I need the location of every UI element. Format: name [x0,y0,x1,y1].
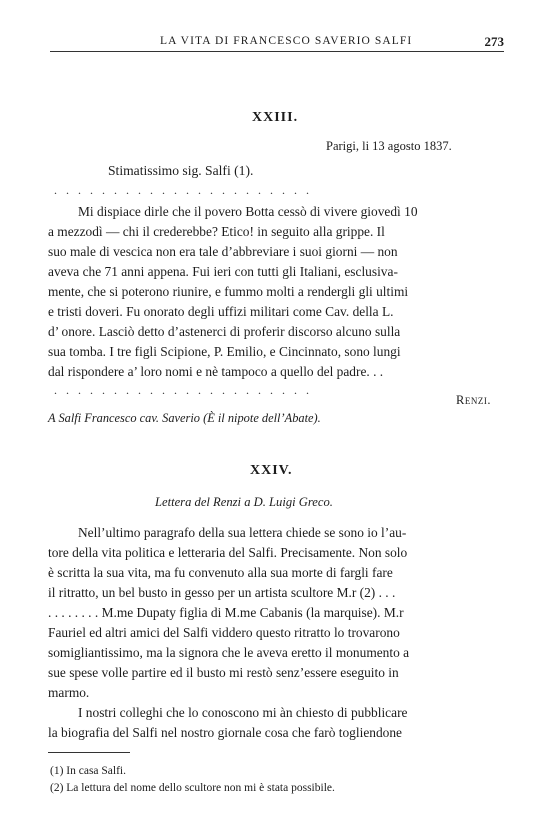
letter-xxiv-line-2: tore della vita politica e letteraria del Salfi. Precisamente. Non solo [48,545,408,560]
letter-xxiv-number: XXIV. [250,463,293,478]
letter-xxiii-line-7: d’ onore. Lasciò detto d’astenerci di proferir discorso alcuno sulla [48,324,401,339]
letter-xxiii-line-6: e tristi doveri. Fu onorato degli uffizi militari come Cav. della L. [48,304,394,319]
letter-xxiv-line-1: Nell’ultimo paragrafo della sua lettera chiede se sono io l’au- [78,525,407,540]
running-header-title: LA VITA DI FRANCESCO SAVERIO SALFI [160,35,413,47]
letter-xxiii-salutation: Stimatissimo sig. Salfi (1). [108,163,254,178]
letter-xxiv-line-8: sue spese volle partire ed il busto mi restò senz’essere eseguito in [48,665,399,680]
letter-xxiii-place-date: Parigi, li 13 agosto 1837. [326,139,452,153]
letter-xxiii-line-3: suo male di vescica non era tale d’abbreviare i suoi giorni — non [48,244,398,259]
illegible-line: . . . . . . . . . . . . . . . . . . . . . . [54,383,312,397]
letter-xxiv-line-7: somigliantissimo, ma la signora che le aveva eretto il monumento a [48,645,410,660]
footnote-1: (1) In casa Salfi. [50,765,126,777]
footnote-2: (2) La lettura del nome dello scultore non mi è stata possibile. [50,782,335,794]
footnote-rule [48,752,130,753]
letter-xxiii-line-9: dal rispondere a’ loro nomi e nè tampoco a quello del padre. . . [48,364,384,379]
letter-xxiv-line-4: il ritratto, un bel busto in gesso per un artista scultore M.r (2) . . . [48,585,396,600]
letter-xxiv-line-3: è scritta la sua vita, ma fu convenuto alla sua morte di fargli fare [48,565,393,580]
letter-xxiii-line-1: Mi dispiace dirle che il povero Botta cessò di vivere giovedì 10 [78,204,418,219]
letter-xxiv-line-9: marmo. [48,685,90,700]
illegible-line: . . . . . . . . . . . . . . . . . . . . . . [54,183,312,197]
letter-xxiii-line-5: mente, che si poterono riunire, e fummo molti a rendergli gli ultimi [48,284,409,299]
letter-xxiii-number: XXIII. [252,110,299,125]
letter-xxiv-line-5: . . . . . . . . M.me Dupaty figlia di M.me Cabanis (la marquise). M.r [48,605,404,620]
header-rule [50,51,504,52]
letter-xxiv-line-11: la biografia del Salfi nel nostro giornale cosa che farò togliendone [48,725,402,740]
letter-xxiii-line-8: sua tomba. I tre figli Scipione, P. Emilio, e Cincinnato, sono lungi [48,344,401,359]
letter-xxiii-line-4: aveva che 71 anni appena. Fui ieri con tutti gli Italiani, esclusiva- [48,264,398,279]
letter-xxiii-signature: Renzi. [456,393,491,407]
letter-xxiv-line-10: I nostri colleghi che lo conoscono mi àn chiesto di pubblicare [78,705,408,720]
letter-xxiii-line-2: a mezzodì — chi il crederebbe? Etico! in seguito alla grippe. Il [48,224,385,239]
letter-xxiv-subtitle: Lettera del Renzi a D. Luigi Greco. [155,495,333,509]
page-number: 273 [484,34,504,49]
letter-xxiv-line-6: Fauriel ed altri amici del Salfi viddero questo ritratto lo trovarono [48,625,400,640]
letter-xxiii-address: A Salfi Francesco cav. Saverio (È il nipote dell’Abate). [48,411,321,425]
